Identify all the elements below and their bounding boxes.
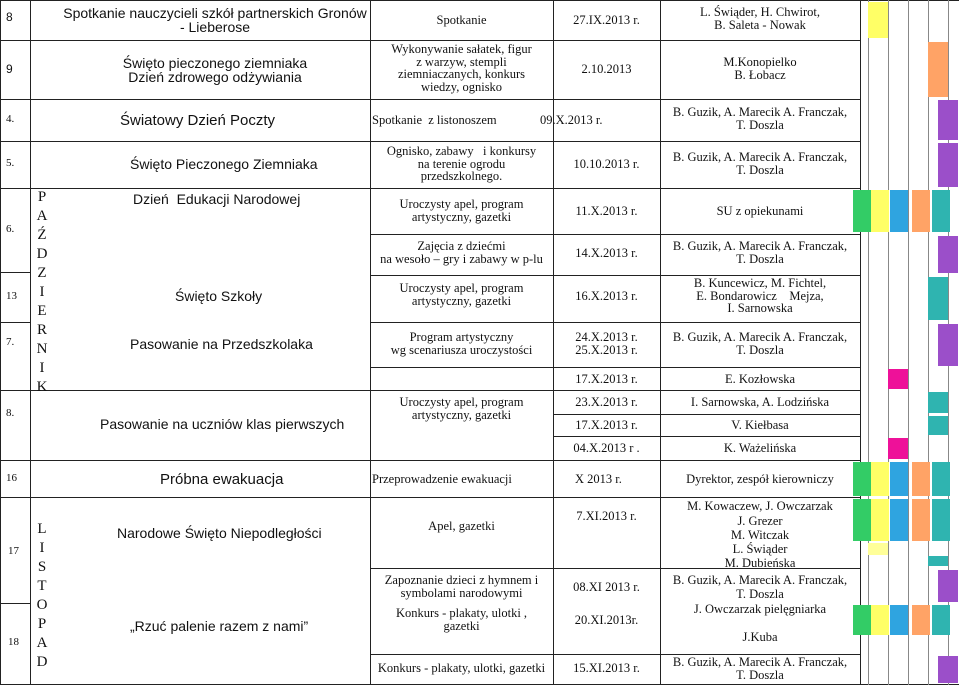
marker-yellow [868,2,888,38]
event-date: 16.X.2013 r. [575,289,638,303]
event-people: SU z opiekunami [716,204,804,218]
row-number: 17 [8,545,19,557]
row-number: 6. [6,223,15,235]
marker-purple [938,656,958,683]
month-label-november [32,520,52,672]
row-divider [0,390,860,391]
event-people: B. Kuncewicz, M. Fichtel, E. Bondarowicz Mejza, I. Sarnowska [693,276,827,315]
event-people: L. Świąder [732,542,788,556]
marker-teal [928,392,948,413]
event-title: Próbna ewakuacja [160,471,284,488]
event-date: 11.X.2013 r. [575,204,638,218]
event-people: I. Sarnowska, A. Lodzińska [690,395,830,409]
row-divider [0,272,30,273]
col-divider [30,0,31,685]
marker-purple [938,570,958,602]
event-people: M.Konopielko B. Łobacz [723,55,797,82]
marker-magenta [888,438,908,459]
col-divider [0,0,1,685]
event-title: Pasowanie na Przedszkolaka [130,336,313,352]
event-title: Narodowe Święto Niepodległości [117,525,322,541]
marker-purple [938,324,958,366]
marker-teal [932,462,950,496]
row-number: 8 [6,10,13,24]
event-people: L. Świąder, H. Chwirot, B. Saleta - Nowak [700,5,820,32]
event-people: V. Kiełbasa [731,418,789,432]
event-people: B. Guzik, A. Marecik A. Franczak, T. Doszla [672,330,848,357]
row-divider [370,234,860,235]
event-people: J. Grezer [737,514,783,528]
row-number: 16 [6,472,17,484]
row-number: 4. [6,113,15,125]
event-date: 17.X.2013 r. [575,418,638,432]
event-form: Zajęcia z dziećmi na wesoło – gry i zabawy w p-lu [380,239,543,266]
event-form: Apel, gazetki [428,519,495,533]
event-people: B. Guzik, A. Marecik A. Franczak, T. Doszla [672,105,848,132]
event-people: Dyrektor, zespół kierowniczy [686,472,834,486]
marker-orange [912,605,930,635]
event-date: 2.10.2013 [581,62,632,76]
event-date: 27.IX.2013 r. [573,13,640,27]
event-form: Uroczysty apel, program artystyczny, gazetki [399,281,524,308]
row-divider [0,322,30,323]
event-form: Uroczysty apel, program artystyczny, gazetki [399,197,524,224]
row-number: 5. [6,157,15,169]
row-divider [0,0,959,1]
event-people: B. Guzik, A. Marecik A. Franczak, T. Doszla [672,655,848,682]
row-number: 7. [6,336,15,348]
event-date: 10.10.2013 r. [573,157,640,171]
event-form: Ognisko, zabawy i konkursy na terenie ogrodu przedszkolnego. [386,144,537,183]
marker-teal [928,277,948,320]
marker-orange [912,462,930,496]
row-divider [553,436,860,437]
event-date: X 2013 r. [575,472,622,486]
event-date: 14.X.2013 r. [575,246,638,260]
event-title: Święto pieczonego ziemniaka Dzień zdrowego odżywiania [122,55,308,85]
event-date: 7.XI.2013 r. [576,509,637,523]
marker-blue [890,190,908,232]
marker-yellow [871,462,889,496]
event-form: Konkurs - plakaty, ulotki, gazetki [377,661,546,675]
event-date: 15.XI.2013 r. [573,661,640,675]
event-date: 17.X.2013 r. [575,372,638,386]
event-date: 08.XI 2013 r. [573,580,640,594]
row-divider [0,603,30,604]
marker-teal [932,190,950,232]
marker-yellow [868,543,888,555]
marker-purple [938,236,958,273]
row-number: 9 [6,62,13,76]
row-divider [370,322,860,323]
event-people: J.Kuba [742,630,778,644]
event-title: Pasowanie na uczniów klas pierwszych [100,416,345,432]
event-people: E. Kozłowska [724,372,796,386]
row-number: 13 [6,290,17,302]
event-title: Światowy Dzień Poczty [120,112,276,129]
month-label-october [32,188,52,397]
marker-orange [912,190,930,232]
marker-yellow [871,499,889,541]
event-form: Program artystyczny wg scenariusza uroczystości [390,330,533,357]
event-date: 23.X.2013 r. [575,395,638,409]
event-form: Spotkanie z listonoszem [372,113,497,127]
col-divider [860,0,861,685]
event-title: Święto Pieczonego Ziemniaka [130,156,318,172]
event-form: Uroczysty apel, program artystyczny, gazetki [399,395,524,422]
month-october: PAŹDZIERNIK [36,189,48,395]
marker-teal [928,556,948,566]
event-date: 04.X.2013 r . [573,441,640,455]
event-form: Zapoznanie dzieci z hymnem i symbolami narodowymi [384,573,539,600]
row-divider [370,367,860,368]
event-title: Spotkanie nauczycieli szkół partnerskich Gronów - Lieberose [63,5,367,35]
event-form: Przeprowadzenie ewakuacji [372,472,512,486]
event-date: 09.X.2013 r. [540,113,603,127]
marker-blue [890,605,908,635]
marker-yellow [871,190,889,232]
event-title: „Rzuć palenie razem z nami” [130,618,309,634]
row-divider [0,460,860,461]
event-people: M. Kowaczew, J. Owczarzak [687,499,833,513]
event-form: Spotkanie [436,13,487,27]
marker-purple [938,143,958,187]
event-people: J. Owczarzak pielęgniarka [693,602,827,616]
row-divider [0,497,860,498]
event-people: K. Ważelińska [723,441,797,455]
event-people: B. Guzik, A. Marecik A. Franczak, T. Doszla [672,150,848,177]
marker-magenta [888,369,908,389]
event-people: M. Dubieńska [724,556,796,570]
event-date: 20.XI.2013r. [574,613,639,627]
row-divider [0,141,860,142]
event-form: Konkurs - plakaty, ulotki , gazetki [395,606,528,633]
row-divider [0,40,860,41]
marker-orange [928,42,948,97]
marker-teal [928,416,948,435]
month-november: LISTOPAD [36,521,48,670]
marker-yellow [871,605,889,635]
marker-blue [890,499,908,541]
event-title: Dzień Edukacji Narodowej [133,191,301,207]
row-number: 18 [8,636,19,648]
marker-purple [938,100,958,140]
marker-blue [890,462,908,496]
marker-teal [932,605,950,635]
row-number: 8. [6,407,15,419]
event-form: Wykonywanie sałatek, figur z warzyw, stempli ziemniaczanych, konkurs wiedzy, ognisko [391,42,532,94]
event-people: B. Guzik, A. Marecik A. Franczak, T. Doszla [672,239,848,266]
event-people: M. Witczak [730,528,790,542]
marker-orange [912,499,930,541]
event-date: 24.X.2013 r. 25.X.2013 r. [575,330,638,357]
event-people: T. Doszla [736,587,784,601]
row-divider [0,188,860,189]
event-people: B. Guzik, A. Marecik A. Franczak, [672,573,848,587]
row-divider [553,414,860,415]
marker-teal [932,499,950,541]
event-title: Święto Szkoły [175,288,263,304]
row-divider [0,99,860,100]
